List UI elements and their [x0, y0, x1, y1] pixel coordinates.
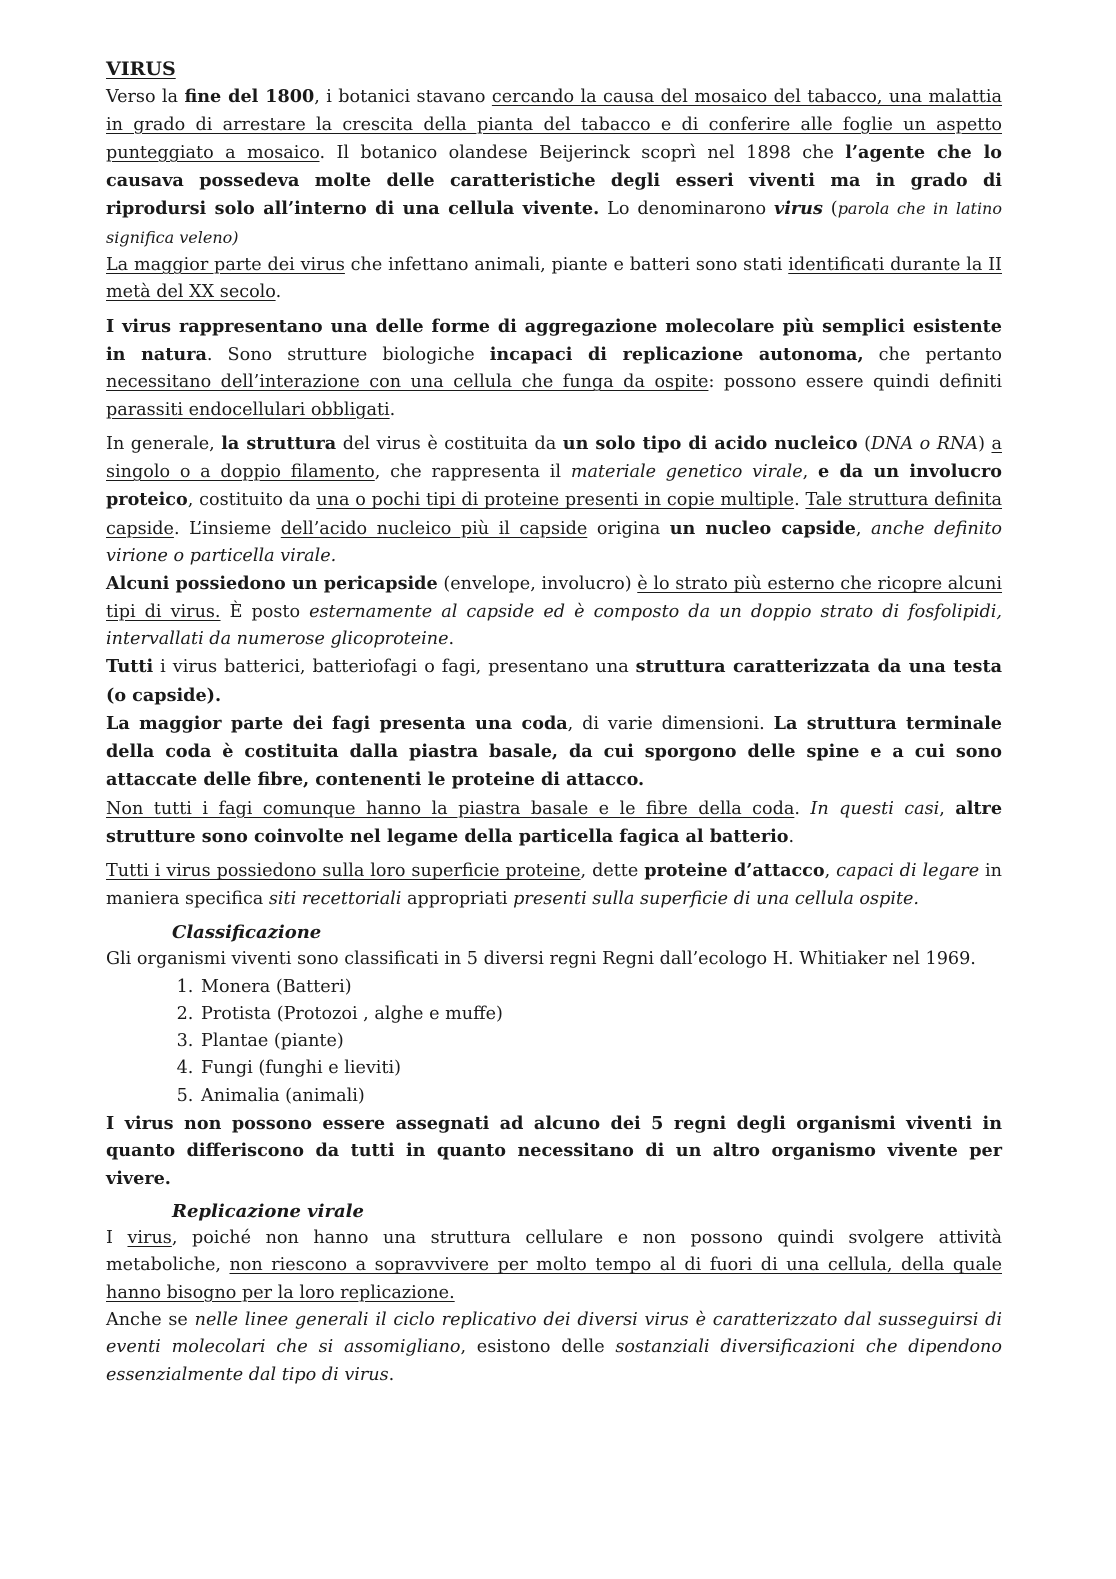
text-run: La struttura terminale della coda è costituita dalla piastra basale, da cui sporgono delle spine e a cui sono attaccate delle fibre, contenenti le proteine di attacco.	[106, 712, 1002, 791]
text-run: non riescono a sopravvivere per molto tempo al di fuori di una cellula, della quale hanno bisogno per la loro replicazione.	[106, 1255, 1002, 1303]
text-run: che pertanto	[863, 344, 1002, 365]
list-item: 4. Fungi (funghi e lieviti)	[199, 1055, 1002, 1082]
text-run: .	[275, 282, 282, 303]
text-run: parola che in latino significa veleno)	[106, 199, 1002, 247]
text-run: (	[822, 199, 838, 220]
text-run: sostanziali diversificazioni che dipendono essenzialmente dal tipo di virus	[106, 1337, 1002, 1385]
text-run: un solo tipo di acido nucleico	[562, 432, 858, 454]
text-run: che infettano animali, piante e batteri sono stati	[344, 255, 789, 276]
text-run: l’agente che lo causava possedeva molte delle caratteristiche degli esseri viventi ma in grado di riprodursi solo all’interno di una cellula vivente.	[106, 141, 1002, 220]
text-run: identificati durante la II metà del XX secolo	[106, 255, 1002, 303]
text-run: materiale genetico virale	[570, 462, 803, 483]
paragraph-tail	[106, 710, 1002, 795]
text-run: parassiti endocellulari obbligati	[106, 399, 390, 420]
text-run: ,	[802, 462, 818, 483]
text-run: Tutti	[106, 656, 154, 678]
text-run: siti recettoriali	[268, 888, 402, 909]
text-run: la struttura	[221, 432, 337, 454]
text-run: , poiché non hanno una struttura cellulare e non possono quindi svolgere attività metaboliche,	[106, 1228, 1002, 1276]
text-run: ,	[939, 798, 956, 819]
text-run: necessitano dell’interazione con una cellula che funga da ospite	[106, 372, 709, 393]
text-run: altre strutture sono coinvolte nel legame della particella fagica al batterio	[106, 797, 1003, 848]
text-run: , che rappresenta il	[374, 462, 571, 483]
paragraph-structure	[106, 430, 1002, 570]
paragraph-attachment-proteins	[106, 857, 1002, 913]
text-run: virus	[774, 198, 823, 220]
text-run: , dette	[580, 861, 645, 882]
text-run: , esistono delle	[460, 1337, 616, 1358]
paragraph-kingdoms-note: I virus non possono essere assegnati ad alcuno dei 5 regni degli organismi viventi in quanto differiscono da tutti in quanto necessitano di un altro organismo vivente per vivere.	[106, 1112, 1002, 1189]
text-run: appropriati	[401, 888, 514, 909]
paragraph-history	[106, 83, 1002, 252]
text-run: nelle linee generali il ciclo replicativo dei diversi virus è caratterizzato dal susseguirsi di eventi molecolari che si assomigliano	[106, 1310, 1002, 1358]
text-run: ,	[824, 861, 837, 882]
paragraph-definition	[106, 313, 1002, 424]
text-run: ,	[855, 518, 872, 539]
text-run: Non tutti i fagi comunque hanno la piastra basale e le fibre della coda	[106, 798, 795, 819]
text-run: La maggior parte dei virus	[106, 255, 345, 276]
text-run: incapaci di replicazione autonoma,	[489, 343, 864, 365]
text-run: virus	[127, 1228, 172, 1249]
list-item: 2. Protista (Protozoi , alghe e muffe)	[199, 1001, 1002, 1028]
paragraph-kingdoms-intro: Gli organismi viventi sono classificati in 5 diversi regni Regni dall’ecologo H. Whitiaker nel 1969.	[106, 949, 976, 970]
text-run: i virus batterici, batteriofagi o fagi, presentano una	[153, 657, 636, 678]
text-run: , i botanici stavano	[314, 87, 492, 108]
text-run: cercando la causa del mosaico del tabacco, una malattia in grado di arrestare la crescita della pianta del tabacco e di conferire alle foglie un aspetto punteggiato a mosaico	[106, 87, 1002, 163]
list-item: 1. Monera (Batteri)	[199, 974, 1002, 1001]
text-run: dell’acido nucleico più il capside	[280, 518, 588, 539]
text-run: del virus è costituita da	[336, 433, 563, 454]
text-run: .	[448, 628, 455, 649]
paragraph-replication	[106, 1225, 1002, 1307]
text-run: Tutti i virus possiedono sulla loro superficie proteine	[106, 861, 581, 882]
list-item: 3. Plantae (piante)	[199, 1028, 1002, 1055]
text-run: In generale,	[106, 433, 222, 454]
document-title: VIRUS	[106, 58, 176, 80]
section-heading-classification: Classificazione	[172, 921, 322, 943]
text-run: È posto	[220, 601, 310, 622]
text-run: DNA o RNA	[870, 433, 979, 454]
text-run: I	[106, 1228, 128, 1249]
text-run: una o pochi tipi di proteine presenti in copie multiple	[316, 490, 795, 511]
text-run: La maggior parte dei fagi presenta una coda	[106, 712, 568, 734]
text-run: origina	[587, 518, 670, 539]
section-heading-replication: Replicazione virale	[172, 1200, 364, 1222]
text-run: Tale struttura definita capside	[106, 490, 1003, 539]
paragraph-pericapside	[106, 570, 1002, 653]
text-run: . Sono strutture biologiche	[206, 344, 490, 365]
text-run: Lo denominarono	[599, 199, 774, 220]
text-run: . L’insieme	[173, 518, 281, 539]
list-item: 5. Animalia (animali)	[199, 1083, 1002, 1110]
text-run: (	[857, 433, 871, 454]
text-run: , costituito da	[187, 490, 317, 511]
text-run: anche definito virione o particella virale.	[106, 518, 1002, 567]
text-run: .	[389, 399, 396, 420]
text-run: un nucleo capside	[669, 517, 856, 539]
text-run: .	[794, 798, 811, 819]
text-run: , di varie dimensioni.	[567, 713, 774, 734]
text-run: presenti sulla superficie di una cellula ospite.	[513, 888, 920, 909]
text-run: )	[978, 433, 992, 454]
text-run: Alcuni possiedono un pericapside	[106, 573, 438, 595]
text-run: fine del 1800	[184, 86, 315, 108]
text-run: In questi casi	[810, 798, 940, 819]
paragraph-phages	[106, 653, 1002, 710]
text-run: . Il botanico olandese Beijerinck scoprì nel 1898 che	[319, 142, 846, 163]
paragraph-identification	[106, 252, 1002, 307]
text-run: e da un involucro proteico	[106, 461, 1002, 511]
text-run: (envelope, involucro)	[437, 574, 638, 595]
text-run: struttura caratterizzata da una testa (o capside).	[106, 656, 1002, 706]
text-run: in maniera specifica	[106, 861, 1002, 909]
text-run: I virus rappresentano una delle forme di aggregazione molecolare più semplici esistente in natura	[106, 315, 1002, 365]
text-run: esternamente al capside ed è composto da un doppio strato di fosfolipidi, intervallati da numerose glicoproteine	[106, 601, 1003, 649]
document-page	[106, 56, 1002, 1389]
paragraph-exceptions	[106, 795, 1002, 852]
text-run: proteine d’attacco	[644, 860, 825, 882]
text-run: è lo strato più esterno che ricopre alcuni tipi di virus.	[106, 574, 1003, 622]
text-run: Verso la	[106, 87, 185, 108]
text-run: capaci di legare	[836, 861, 980, 882]
paragraph-replication-cycle	[106, 1307, 1002, 1389]
text-run: .	[788, 827, 795, 848]
kingdoms-list	[106, 974, 1002, 1110]
text-run: .	[388, 1364, 395, 1385]
text-run: .	[794, 490, 806, 511]
text-run: a singolo o a doppio filamento	[106, 433, 1002, 483]
text-run: Anche se	[106, 1310, 195, 1331]
text-run: : possono essere quindi definiti	[708, 372, 1003, 393]
